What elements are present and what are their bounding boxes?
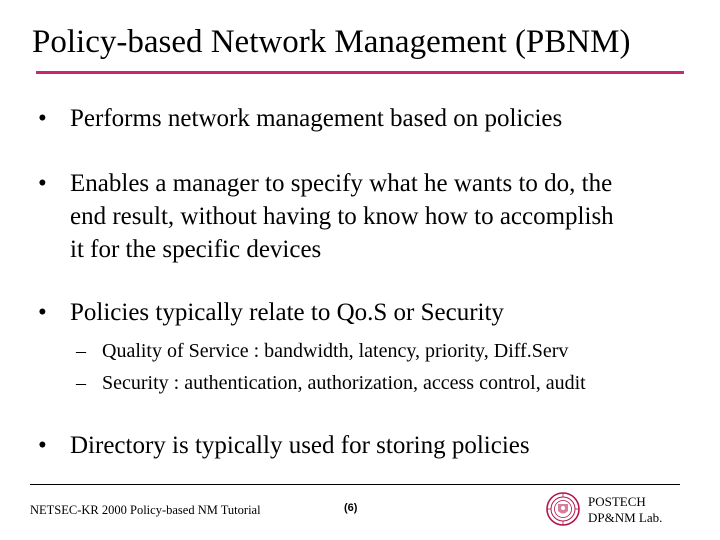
bullet-marker: • bbox=[38, 299, 47, 326]
footer-org-line-2: DP&NM Lab. bbox=[588, 510, 663, 525]
page-number: (6) bbox=[344, 502, 358, 514]
footer-org-line-1: POSTECH bbox=[588, 494, 646, 509]
university-seal-icon bbox=[546, 492, 580, 526]
subbullet-text: Quality of Service : bandwidth, latency, priority, Diff.Serv bbox=[102, 340, 569, 362]
subbullet-marker: – bbox=[76, 372, 86, 394]
bullet-marker: • bbox=[38, 105, 47, 132]
bullet-text: Policies typically relate to Qo.S or Security bbox=[70, 299, 504, 326]
title-underline bbox=[36, 71, 684, 74]
footer-tutorial-name: NETSEC-KR 2000 Policy-based NM Tutorial bbox=[30, 503, 261, 517]
footer-divider bbox=[30, 484, 680, 485]
bullet-marker: • bbox=[38, 170, 47, 197]
subbullet-marker: – bbox=[76, 340, 86, 362]
bullet-text: Performs network management based on policies bbox=[70, 105, 563, 132]
bullet-marker: • bbox=[38, 432, 47, 459]
footer-organization bbox=[588, 494, 662, 526]
bullet-text-line-1: Enables a manager to specify what he wants to do, the bbox=[70, 170, 613, 197]
bullet-text: Directory is typically used for storing policies bbox=[70, 432, 530, 459]
bullet-text-line-2: end result, without having to know how to accomplish bbox=[70, 203, 614, 230]
bullet-text-line-3: it for the specific devices bbox=[70, 236, 322, 263]
subbullet-text: Security : authentication, authorization, access control, audit bbox=[102, 372, 586, 394]
slide-title: Policy-based Network Management (PBNM) bbox=[32, 24, 631, 60]
